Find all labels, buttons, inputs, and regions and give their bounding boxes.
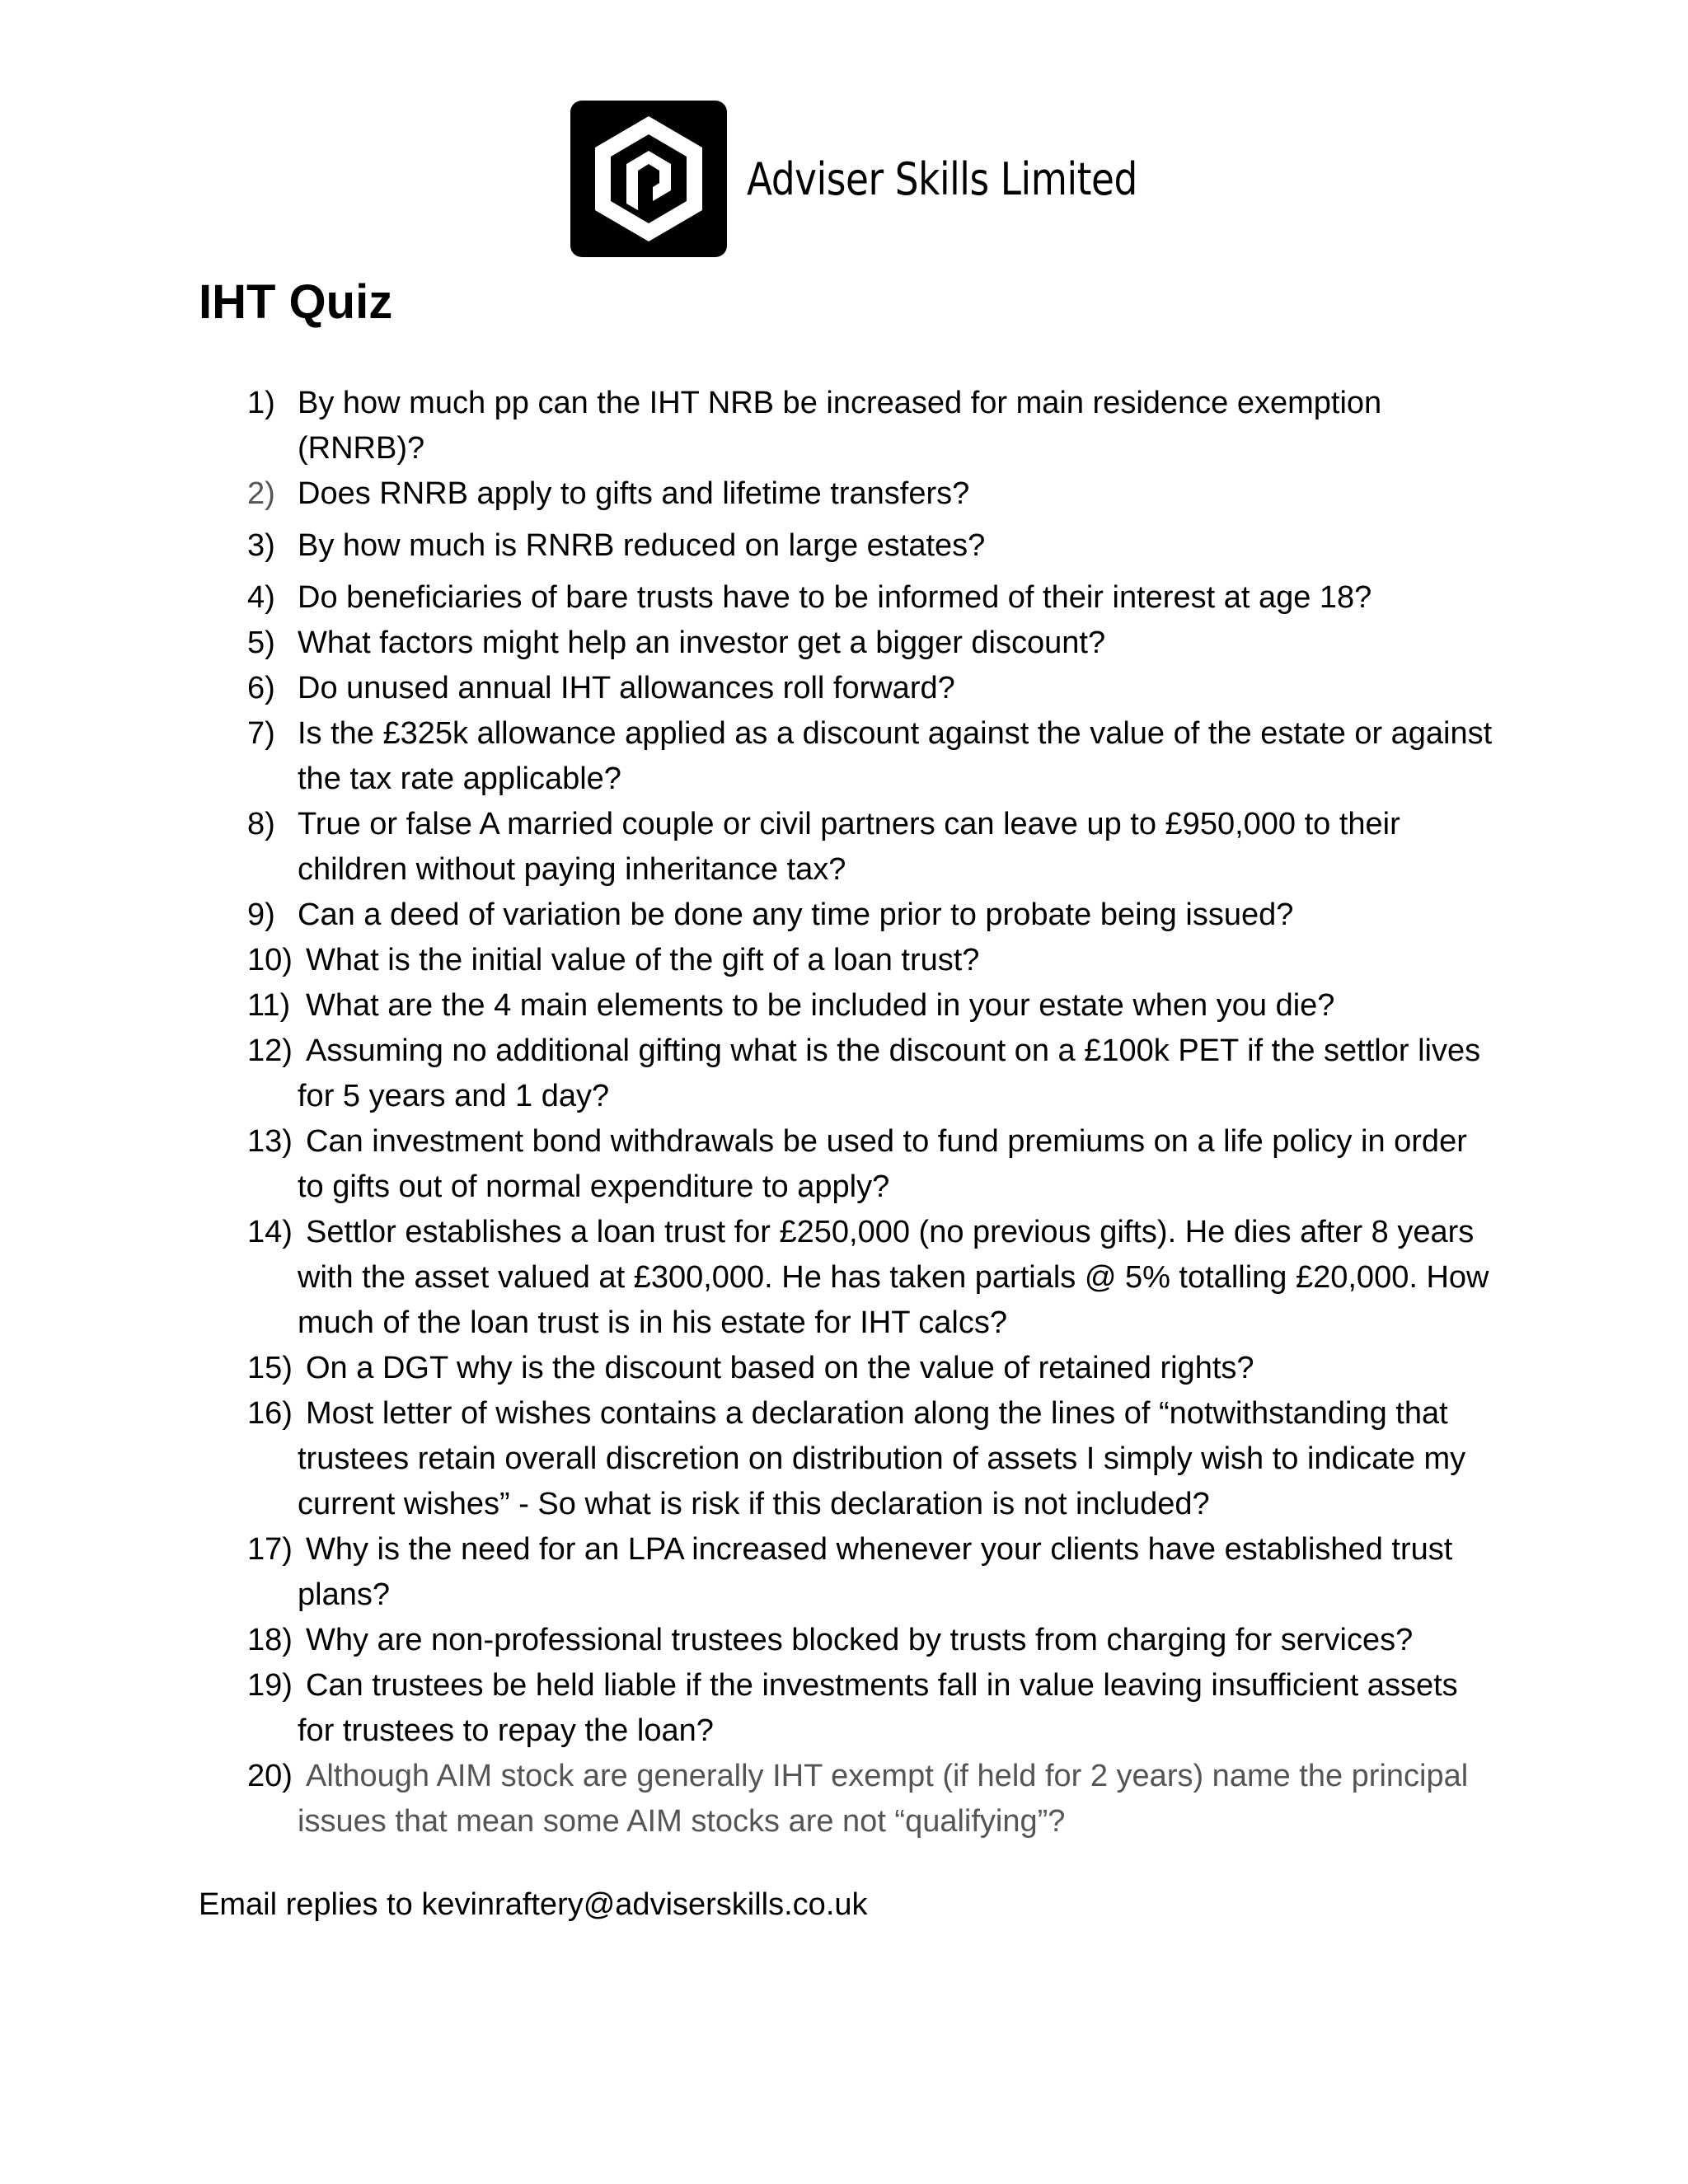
question-number: 15) bbox=[247, 1351, 293, 1385]
question-text: Assuming no additional gifting what is the discount on a £100k PET if the settlor lives for 5 years and 1 day? bbox=[298, 1033, 1481, 1113]
question-text: Do beneficiaries of bare trusts have to be informed of their interest at age 18? bbox=[298, 580, 1372, 615]
quiz-question bbox=[247, 1029, 1500, 1119]
quiz-question bbox=[247, 666, 1500, 711]
quiz-question bbox=[247, 983, 1500, 1029]
question-text: By how much is RNRB reduced on large estates? bbox=[298, 528, 986, 563]
question-number: 10) bbox=[247, 943, 293, 977]
quiz-question bbox=[247, 1119, 1500, 1210]
quiz-question bbox=[247, 802, 1500, 893]
question-number: 8) bbox=[247, 807, 275, 841]
question-number: 17) bbox=[247, 1532, 293, 1567]
question-text: Can investment bond withdrawals be used to fund premiums on a life policy in order to gifts out of normal expenditure to apply? bbox=[298, 1124, 1467, 1204]
question-number: 14) bbox=[247, 1215, 293, 1249]
quiz-question bbox=[247, 893, 1500, 938]
question-number: 4) bbox=[247, 580, 275, 615]
quiz-question bbox=[247, 575, 1500, 621]
question-text: What are the 4 main elements to be included in your estate when you die? bbox=[306, 988, 1335, 1023]
question-text: Is the £325k allowance applied as a discount against the value of the estate or against the tax rate applicable? bbox=[298, 716, 1493, 796]
question-text: Settlor establishes a loan trust for £250,000 (no previous gifts). He dies after 8 years with the asset valued at £300,000. He has taken partials @ 5% totalling £20,000. How much of the loan trust is in his estate for IHT calcs? bbox=[298, 1215, 1489, 1340]
question-text: Does RNRB apply to gifts and lifetime transfers? bbox=[298, 476, 970, 511]
question-text: Can trustees be held liable if the investments fall in value leaving insufficient assets for trustees to repay the loan? bbox=[298, 1668, 1458, 1748]
quiz-question bbox=[247, 1527, 1500, 1618]
quiz-question bbox=[247, 1346, 1500, 1391]
question-number: 3) bbox=[247, 528, 275, 563]
quiz-question bbox=[247, 471, 1500, 517]
question-text: Although AIM stock are generally IHT exempt (if held for 2 years) name the principal issues that mean some AIM stocks are not “qualifying”? bbox=[298, 1759, 1469, 1839]
question-number: 1) bbox=[247, 386, 275, 420]
quiz-question-list bbox=[247, 381, 1500, 1844]
question-number: 16) bbox=[247, 1396, 293, 1431]
quiz-question bbox=[247, 523, 1500, 569]
question-number: 20) bbox=[247, 1759, 293, 1793]
question-text: Most letter of wishes contains a declaration along the lines of “notwithstanding that trustees retain overall discretion on distribution of assets I simply wish to indicate my current wishes” - So what is risk if this declaration is not included? bbox=[298, 1396, 1466, 1521]
quiz-question bbox=[247, 621, 1500, 666]
question-number: 7) bbox=[247, 716, 275, 751]
question-number: 13) bbox=[247, 1124, 293, 1159]
quiz-question bbox=[247, 711, 1500, 802]
question-number: 11) bbox=[247, 988, 291, 1023]
question-text: Can a deed of variation be done any time prior to probate being issued? bbox=[298, 898, 1294, 932]
quiz-question bbox=[247, 1210, 1500, 1346]
question-number: 12) bbox=[247, 1033, 293, 1068]
question-text: What is the initial value of the gift of a loan trust? bbox=[306, 943, 980, 977]
brand-name: Adviser Skills Limited bbox=[747, 152, 1137, 205]
quiz-question bbox=[247, 381, 1500, 471]
quiz-question bbox=[247, 1391, 1500, 1527]
question-number: 18) bbox=[247, 1623, 293, 1657]
question-number: 19) bbox=[247, 1668, 293, 1703]
email-reply-line: Email replies to kevinraftery@adviserskills.co.uk bbox=[199, 1887, 868, 1922]
question-number: 9) bbox=[247, 898, 275, 932]
question-text: True or false A married couple or civil partners can leave up to £950,000 to their children without paying inheritance tax? bbox=[298, 807, 1400, 887]
page-title: IHT Quiz bbox=[199, 275, 393, 329]
quiz-question bbox=[247, 1754, 1500, 1844]
question-text: Why is the need for an LPA increased whenever your clients have established trust plans? bbox=[298, 1532, 1453, 1612]
question-text: On a DGT why is the discount based on the value of retained rights? bbox=[306, 1351, 1254, 1385]
question-text: Do unused annual IHT allowances roll forward? bbox=[298, 671, 955, 705]
hexagon-spiral-logo-icon bbox=[570, 101, 727, 257]
question-number: 5) bbox=[247, 626, 275, 660]
question-text: What factors might help an investor get a bigger discount? bbox=[298, 626, 1106, 660]
question-text: By how much pp can the IHT NRB be increased for main residence exemption (RNRB)? bbox=[298, 386, 1382, 466]
quiz-question bbox=[247, 938, 1500, 983]
quiz-question bbox=[247, 1618, 1500, 1663]
question-number: 2) bbox=[247, 476, 275, 511]
quiz-question bbox=[247, 1663, 1500, 1754]
header bbox=[570, 101, 1212, 257]
question-number: 6) bbox=[247, 671, 275, 705]
question-text: Why are non-professional trustees blocked by trusts from charging for services? bbox=[306, 1623, 1414, 1657]
